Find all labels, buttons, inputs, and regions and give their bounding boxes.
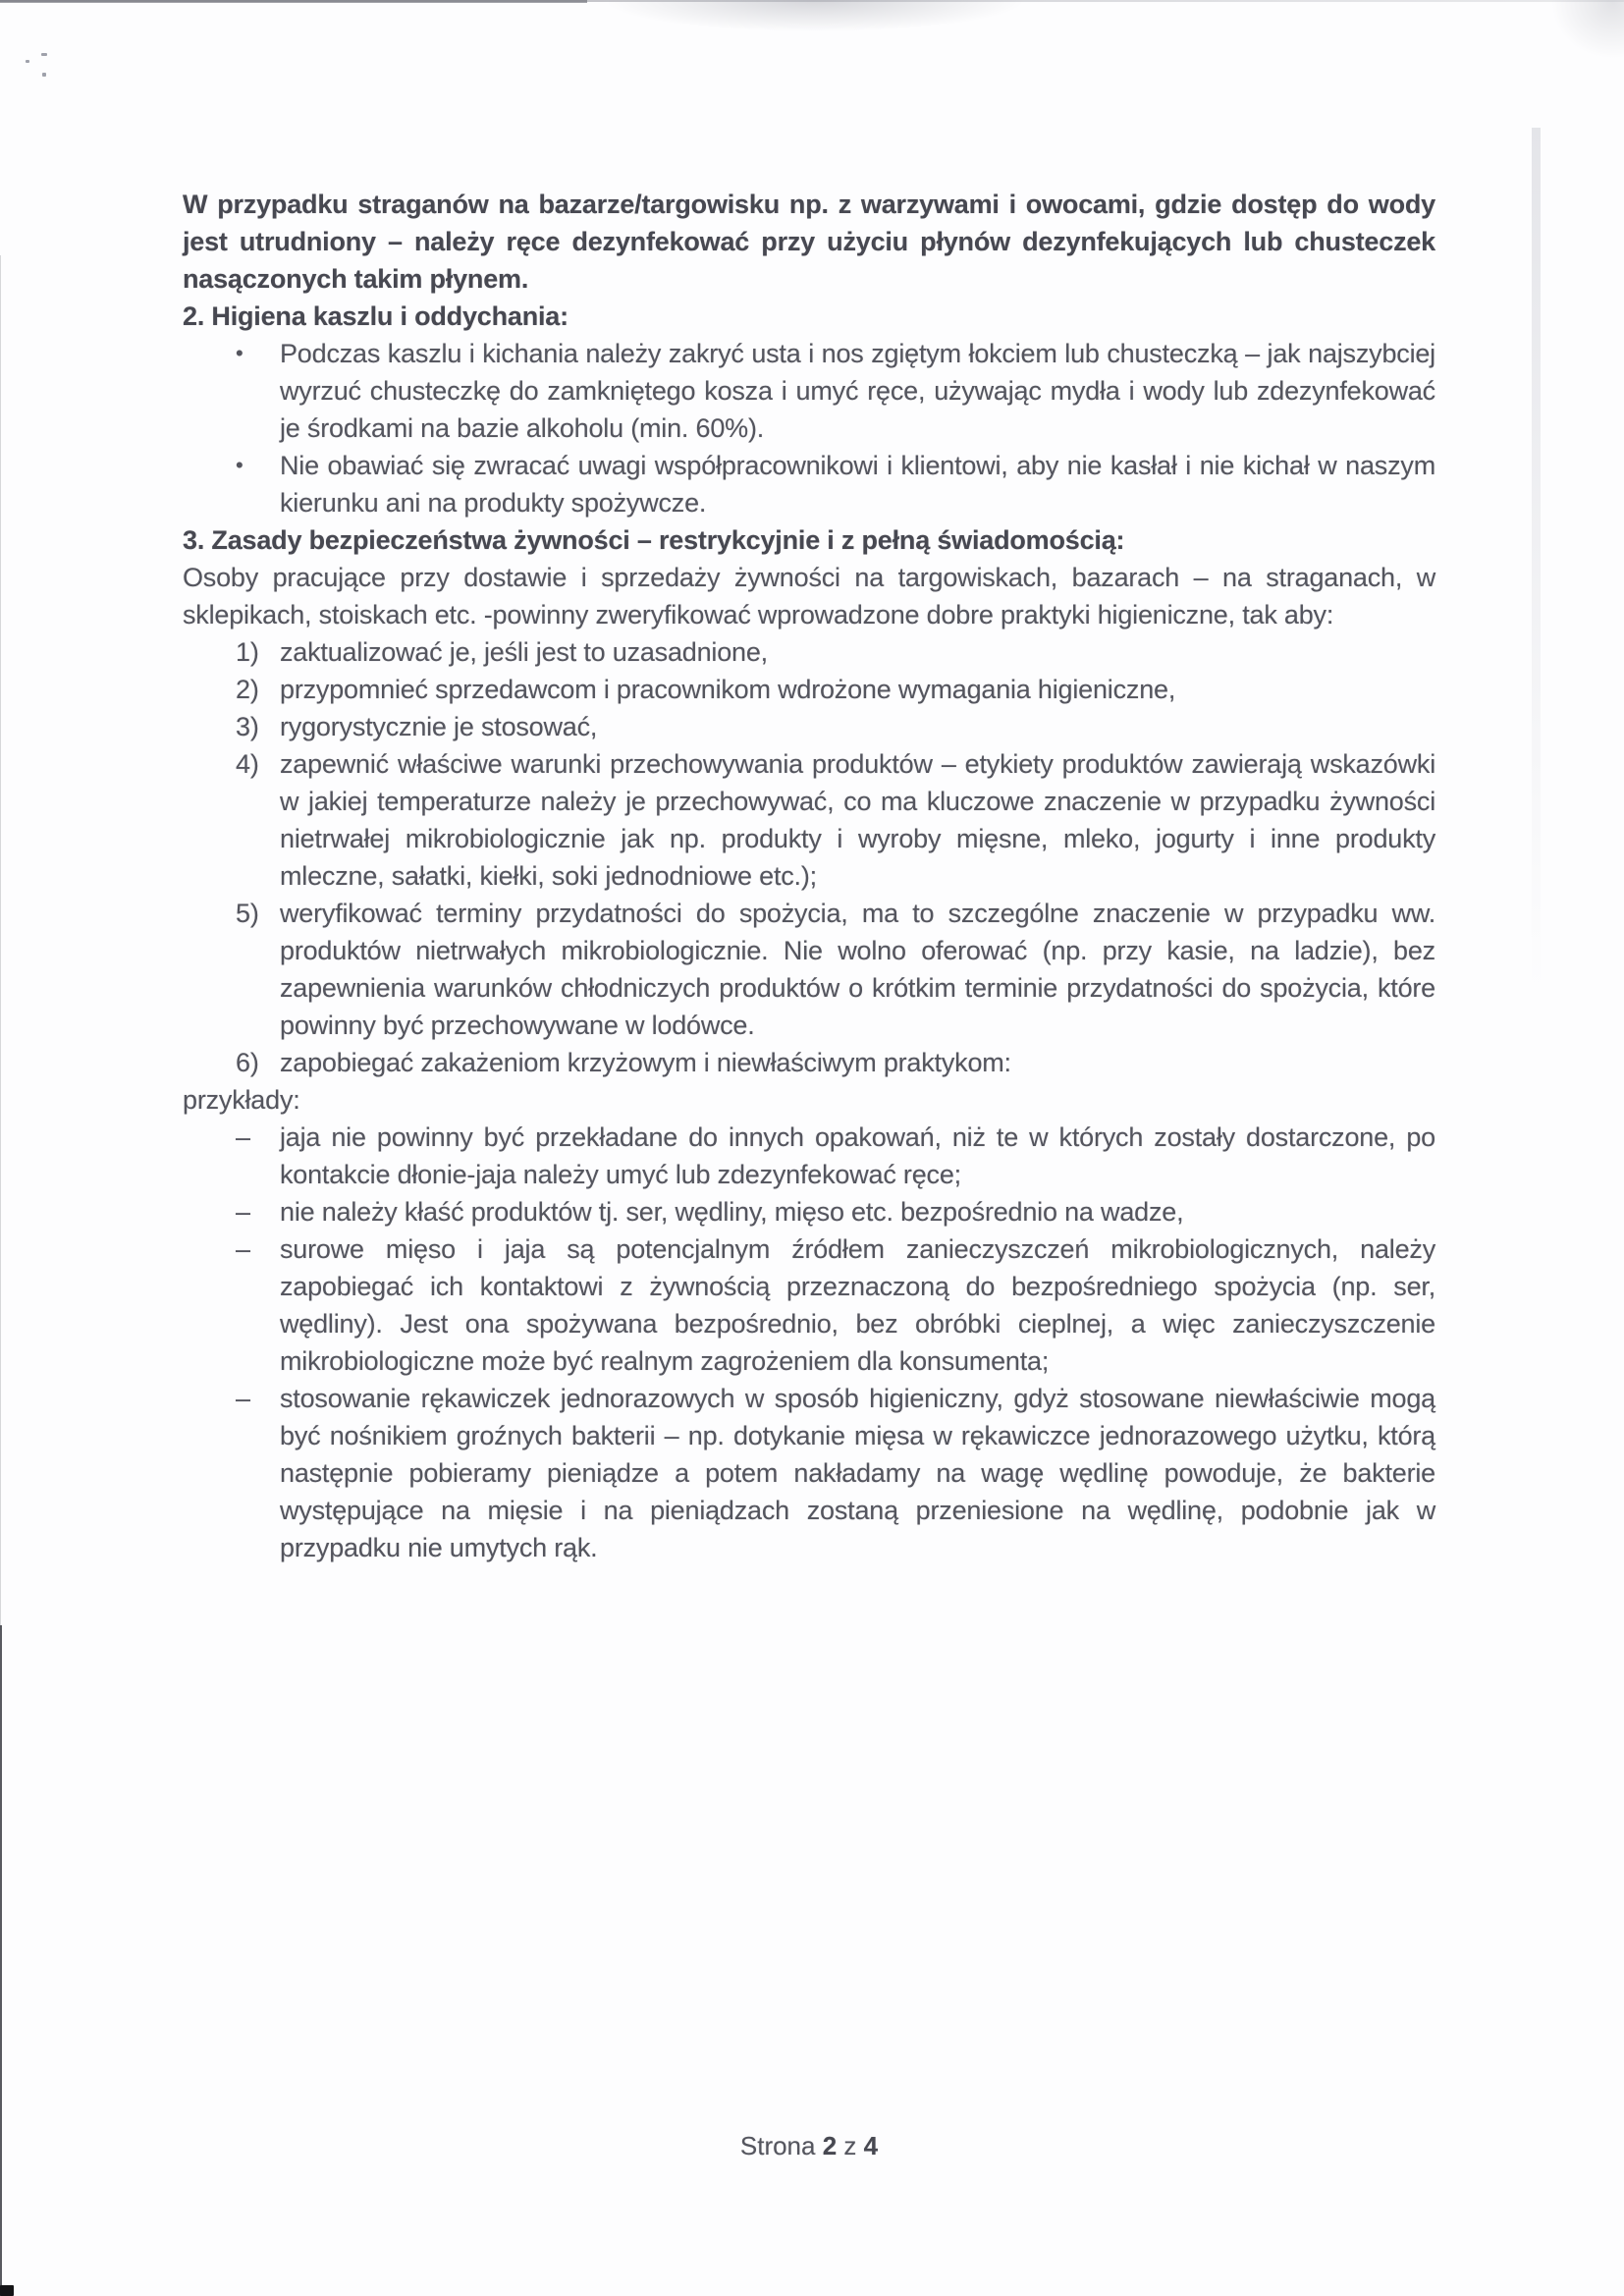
numbered-item-text: zapewnić właściwe warunki przechowywania produktów – etykiety produktów zawierają wskazówki w jakiej temperaturze należy je przechowywać, co ma kluczowe znaczenie w przypadku żywności nietrwałej mikrobiologicznie jak np. produkty i wyroby mięsne, mleko, jogurty i inne produkty mleczne, sałatki, kiełki, soki jednodniowe etc.);: [280, 749, 1435, 891]
scan-left-edge-line: [0, 1625, 2, 2296]
numbered-list-item: [183, 1044, 1435, 1081]
numbered-list-item: [183, 895, 1435, 1044]
dash-marker: –: [236, 1384, 250, 1413]
section-2-bullet-list: [183, 335, 1435, 521]
numbered-item-text: zapobiegać zakażeniom krzyżowym i niewłaściwym praktykom:: [280, 1048, 1011, 1077]
bullet-item-text: Nie obawiać się zwracać uwagi współpracownikowi i klientowi, aby nie kasłał i nie kichał w naszym kierunku ani na produkty spożywcze.: [280, 451, 1435, 518]
scan-top-right-smudge: [1551, 0, 1624, 59]
scan-left-edge-line-faint: [0, 255, 1, 1630]
examples-dash-list: [183, 1119, 1435, 1566]
bullet-item-text: Podczas kaszlu i kichania należy zakryć usta i nos zgiętym łokciem lub chusteczką – jak najszybciej wyrzuć chusteczkę do zamkniętego kosza i umyć ręce, używając mydła i wody lub zdezynfekować je środkami na bazie alkoholu (min. 60%).: [280, 339, 1435, 443]
numbered-list-item: [183, 633, 1435, 671]
scan-top-left-edge-line: [0, 0, 587, 3]
intro-paragraph: W przypadku straganów na bazarze/targowisku np. z warzywami i owocami, gdzie dostęp do wody jest utrudniony – należy ręce dezynfekować przy użyciu płynów dezynfekujących lub chusteczek nasączonych takim płynem.: [183, 190, 1435, 294]
footer-page-number: 2: [822, 2131, 838, 2160]
dash-list-item: [183, 1193, 1435, 1230]
dash-list-item: [183, 1119, 1435, 1193]
list-number: 1): [236, 637, 259, 667]
list-number: 5): [236, 899, 259, 928]
dash-item-text: nie należy kłaść produktów tj. ser, wędliny, mięso etc. bezpośrednio na wadze,: [280, 1197, 1184, 1227]
dash-list-item: [183, 1230, 1435, 1380]
numbered-list-item: [183, 671, 1435, 708]
numbered-list-item: [183, 708, 1435, 745]
scan-speck: [26, 60, 29, 63]
list-number: 2): [236, 675, 259, 704]
bullet-list-item: [183, 335, 1435, 447]
footer-of-word: z: [843, 2131, 857, 2160]
bullet-marker: •: [236, 453, 244, 477]
scan-speck: [42, 73, 46, 77]
page-footer: [183, 2128, 1435, 2163]
dash-item-text: jaja nie powinny być przekładane do innych opakowań, niż te w których zostały dostarczone, po kontakcie dłonie-jaja należy umyć lub zdezynfekować ręce;: [280, 1122, 1435, 1189]
numbered-item-text: rygorystycznie je stosować,: [280, 712, 598, 741]
numbered-item-text: zaktualizować je, jeśli jest to uzasadnione,: [280, 637, 768, 667]
section-3-numbered-list: [183, 633, 1435, 1081]
numbered-list-item: [183, 745, 1435, 895]
dash-marker: –: [236, 1234, 250, 1264]
section-2-heading: 2. Higiena kaszlu i oddychania:: [183, 301, 568, 331]
section-3-lead-paragraph: Osoby pracujące przy dostawie i sprzedaży żywności na targowiskach, bazarach – na straganach, w sklepikach, stoiskach etc. -powinny zweryfikować wprowadzone dobre praktyki higieniczne, tak aby:: [183, 563, 1435, 629]
dash-marker: –: [236, 1122, 250, 1152]
dash-item-text: stosowanie rękawiczek jednorazowych w sposób higieniczny, gdyż stosowane niewłaściwie mogą być nośnikiem groźnych bakterii – np. dotykanie mięsa w rękawiczce jednorazowego użytku, którą następnie pobieramy pieniądze a potem nakładamy na wagę wędlinę powoduje, że bakterie występujące na mięsie i na pieniądzach zostaną przeniesione na wędlinę, podobnie jak w przypadku nie umytych rąk.: [280, 1384, 1435, 1562]
scan-top-edge-line: [0, 0, 1624, 2]
dash-list-item: [183, 1380, 1435, 1566]
list-number: 6): [236, 1048, 259, 1077]
numbered-item-text: przypomnieć sprzedawcom i pracownikom wdrożone wymagania higieniczne,: [280, 675, 1176, 704]
footer-label: Strona: [739, 2131, 816, 2160]
scan-right-streak: [1532, 128, 1541, 992]
scan-top-shadow: [609, 0, 1021, 31]
scan-speck: [41, 53, 47, 56]
footer-total-pages: 4: [863, 2131, 879, 2160]
dash-marker: –: [236, 1197, 250, 1227]
document-content: [183, 186, 1435, 1566]
examples-label: przykłady:: [183, 1085, 300, 1115]
scan-corner-blob: [0, 2285, 14, 2296]
numbered-item-text: weryfikować terminy przydatności do spożycia, ma to szczególne znaczenie w przypadku ww. produktów nietrwałych mikrobiologicznie. Nie wolno oferować (np. przy kasie, na ladzie), bez zapewnienia warunków chłodniczych produktów o krótkim terminie przydatności do spożycia, które powinny być przechowywane w lodówce.: [280, 899, 1435, 1040]
section-3-heading: 3. Zasady bezpieczeństwa żywności – restrykcyjnie i z pełną świadomością:: [183, 525, 1125, 555]
dash-item-text: surowe mięso i jaja są potencjalnym źródłem zanieczyszczeń mikrobiologicznych, należy zapobiegać ich kontaktowi z żywnością przeznaczoną do bezpośredniego spożycia (np. ser, wędliny). Jest ona spożywana bezpośrednio, bez obróbki cieplnej, a więc zanieczyszczenie mikrobiologiczne może być realnym zagrożeniem dla konsumenta;: [280, 1234, 1435, 1376]
list-number: 3): [236, 712, 259, 741]
bullet-list-item: [183, 447, 1435, 521]
bullet-marker: •: [236, 341, 244, 365]
list-number: 4): [236, 749, 259, 779]
